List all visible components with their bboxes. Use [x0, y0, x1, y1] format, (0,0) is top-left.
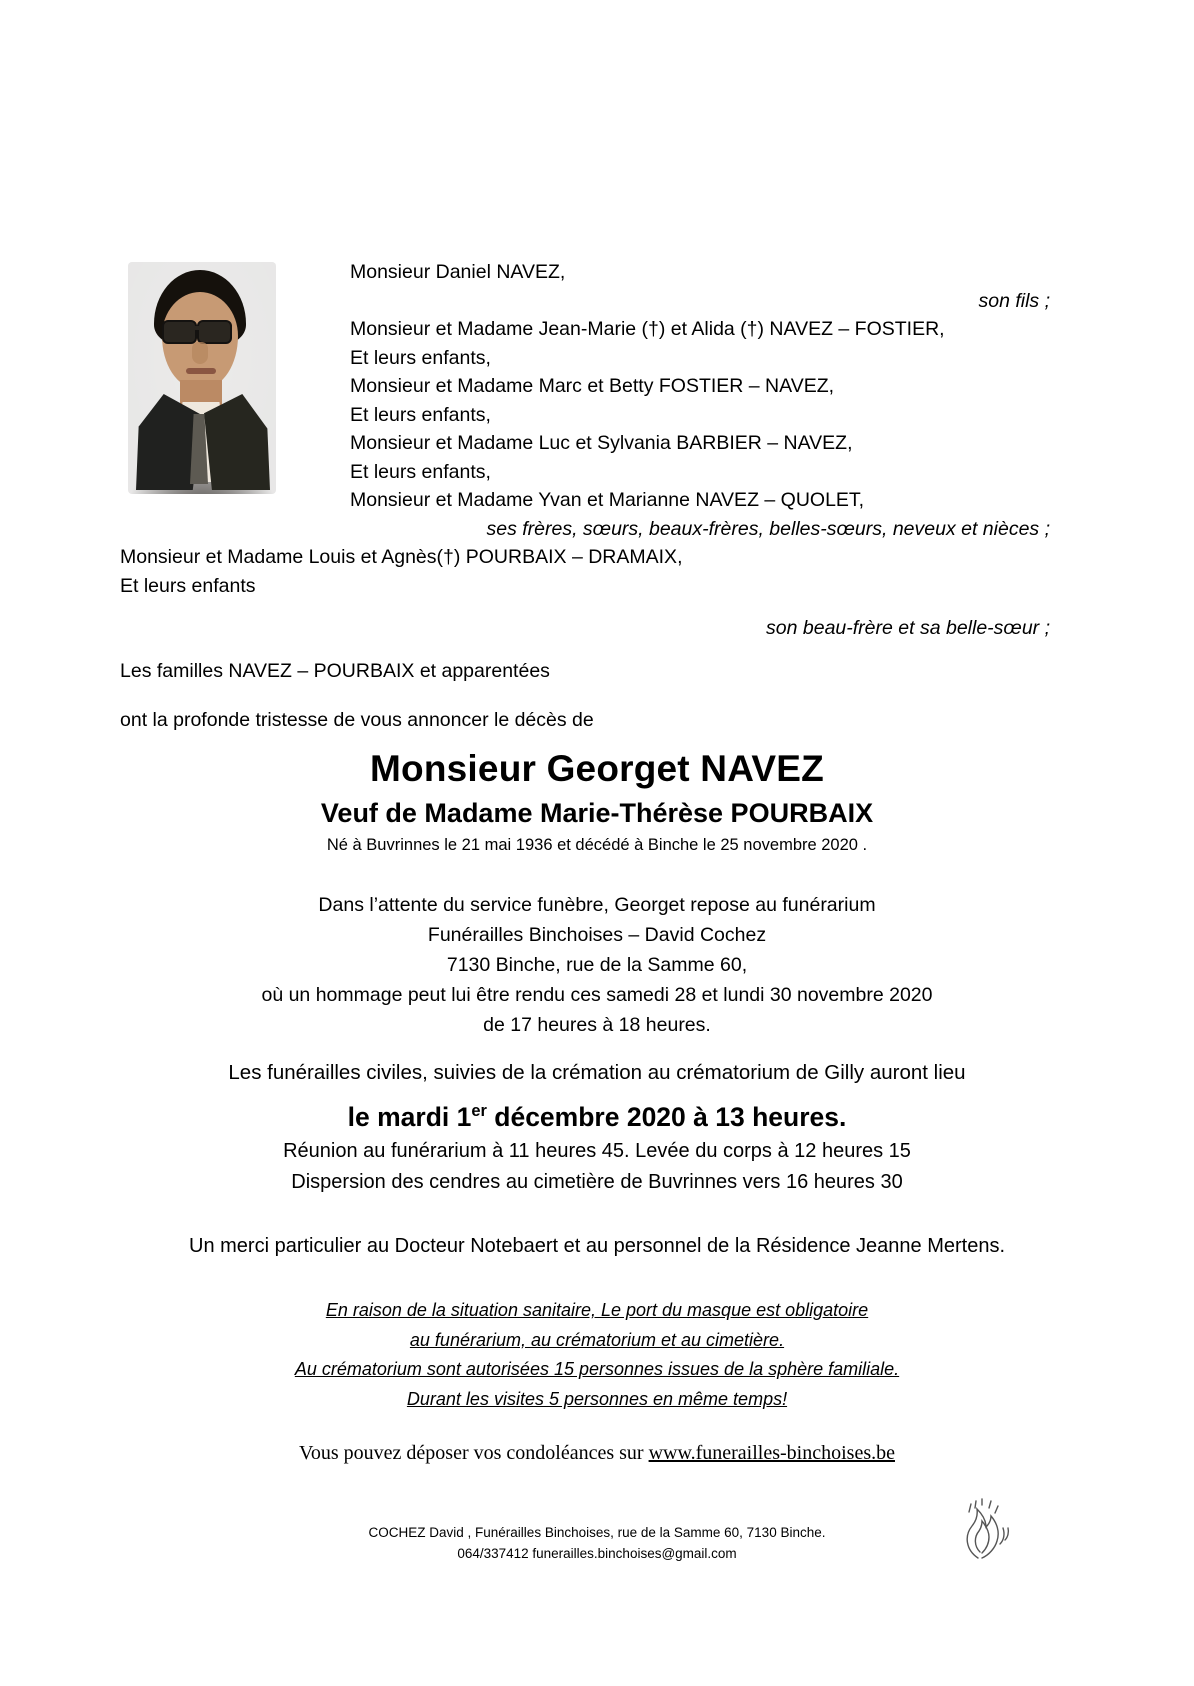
sanitary-line: En raison de la situation sanitaire, Le port du masque est obligatoire	[325, 1300, 869, 1320]
funeral-date-ordinal: er	[471, 1102, 487, 1120]
family-line: Et leurs enfants,	[350, 403, 491, 426]
deceased-name: Monsieur Georget NAVEZ	[370, 748, 824, 789]
family-line: Monsieur et Madame Yvan et Marianne NAVEZ – QUOLET,	[350, 489, 865, 511]
thanks-text: Un merci particulier au Docteur Notebaert et au personnel de la Résidence Jeanne Mertens.	[189, 1235, 1005, 1257]
wake-line: Dans l’attente du service funèbre, Georget repose au funérarium	[318, 894, 876, 916]
deceased-birth-death: Né à Buvrinnes le 21 mai 1936 et décédé à Binche le 25 novembre 2020 .	[326, 836, 868, 854]
sanitary-line: Durant les visites 5 personnes en même temps!	[406, 1388, 788, 1409]
sanitary-notice-block	[0, 1296, 1194, 1414]
funeral-extra-line: Réunion au funérarium à 11 heures 45. Levée du corps à 12 heures 15	[283, 1140, 911, 1162]
family-line: Monsieur et Madame Louis et Agnès(†) POURBAIX – DRAMAIX,	[120, 546, 683, 568]
wake-info-block	[0, 890, 1194, 1040]
family-line: Monsieur et Madame Jean-Marie (†) et Alida (†) NAVEZ – FOSTIER,	[350, 318, 945, 340]
footer-contact: 064/337412 funerailles.binchoises@gmail.com	[457, 1546, 737, 1561]
funeral-intro: Les funérailles civiles, suivies de la crémation au crématorium de Gilly auront lieu	[228, 1061, 966, 1084]
family-relation-note: son fils ;	[978, 289, 1050, 312]
family-line: Et leurs enfants,	[350, 460, 491, 483]
deceased-spouse: Veuf de Madame Marie-Thérèse POURBAIX	[320, 798, 874, 828]
funeral-date	[0, 1094, 1194, 1134]
family-line: Monsieur et Madame Luc et Sylvania BARBIER – NAVEZ,	[350, 432, 853, 454]
family-line: Et leurs enfants,	[350, 346, 491, 369]
wake-line: où un hommage peut lui être rendu ces samedi 28 et lundi 30 novembre 2020	[261, 984, 933, 1006]
funeral-extra-line: Dispersion des cendres au cimetière de Buvrinnes vers 16 heures 30	[291, 1171, 903, 1193]
funeral-date-prefix: le mardi 1	[347, 1101, 472, 1132]
family-relation-note: son beau-frère et sa belle-sœur ;	[766, 617, 1050, 639]
sanitary-line: Au crématorium sont autorisées 15 personnes issues de la sphère familiale.	[294, 1359, 900, 1379]
sanitary-line: au funérarium, au crématorium et au cimetière.	[409, 1329, 785, 1350]
condolences-link[interactable]: www.funerailles-binchoises.be	[648, 1442, 895, 1464]
spacer	[120, 643, 1050, 657]
family-relation-note: ses frères, sœurs, beaux-frères, belles-sœurs, neveux et nièces ;	[486, 517, 1050, 540]
announcement-text: ont la profonde tristesse de vous annoncer le décès de	[120, 709, 594, 731]
footer-address: COCHEZ David , Funérailles Binchoises, rue de la Samme 60, 7130 Binche.	[368, 1525, 826, 1540]
family-line: Les familles NAVEZ – POURBAIX et apparentées	[120, 659, 550, 682]
wake-line: Funérailles Binchoises – David Cochez	[427, 924, 767, 946]
wake-line: 7130 Binche, rue de la Samme 60,	[446, 954, 748, 976]
condolences-text: Vous pouvez déposer vos condoléances sur	[299, 1442, 649, 1464]
flame-logo-icon	[948, 1496, 1020, 1568]
family-line: Monsieur Daniel NAVEZ,	[350, 261, 566, 283]
funeral-date-suffix: décembre 2020 à 13 heures.	[486, 1101, 847, 1132]
spacer	[120, 600, 1050, 614]
family-line: Monsieur et Madame Marc et Betty FOSTIER – NAVEZ,	[350, 375, 835, 397]
family-names-block	[120, 258, 1050, 685]
family-line: Et leurs enfants	[120, 574, 256, 597]
condolences-line	[0, 1442, 1194, 1465]
funeral-extra-block	[0, 1136, 1194, 1198]
wake-line: de 17 heures à 18 heures.	[483, 1014, 711, 1036]
